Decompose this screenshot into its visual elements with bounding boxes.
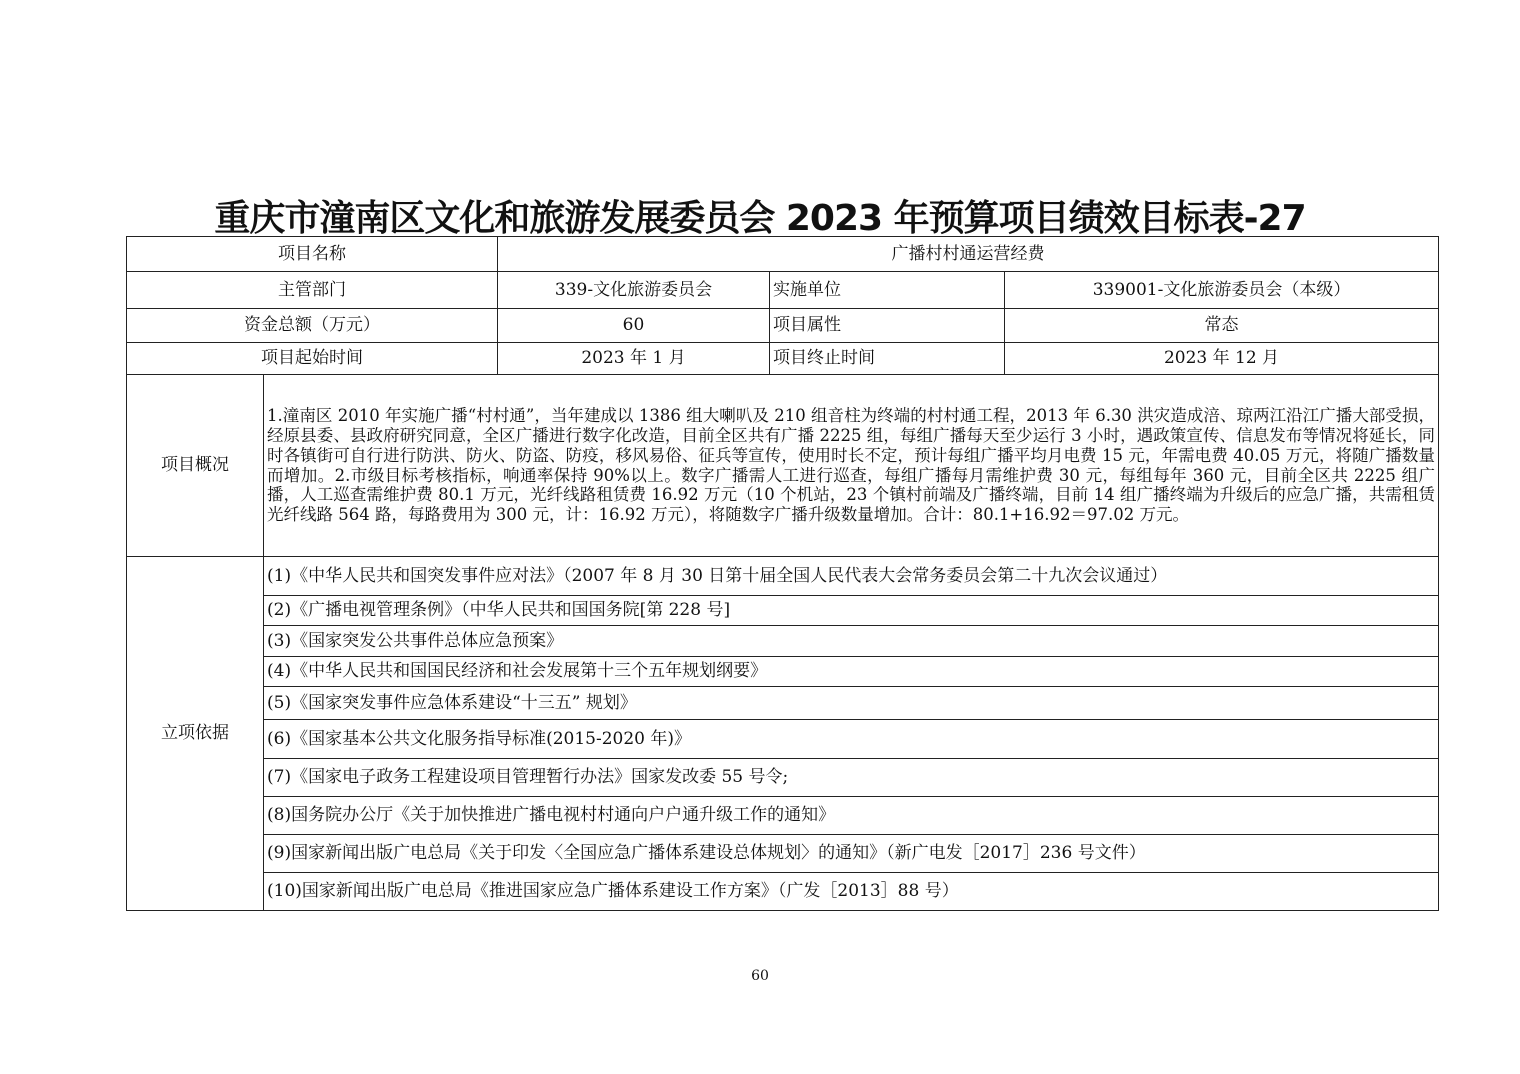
page-number: 60 [751, 968, 769, 984]
start-time-label: 项目起始时间 [127, 343, 498, 375]
basis-row [127, 657, 1439, 687]
row-project-name [127, 237, 1439, 272]
row-department [127, 272, 1439, 309]
implementing-unit-value: 339001-文化旅游委员会（本级） [1005, 272, 1439, 309]
basis-row [127, 557, 1439, 596]
project-name-label: 项目名称 [127, 237, 498, 272]
end-time-value: 2023 年 12 月 [1005, 343, 1439, 375]
basis-item-1: (1)《中华人民共和国突发事件应对法》（2007 年 8 月 30 日第十届全国人民代表大会常务委员会第二十九次会议通过） [264, 557, 1439, 596]
project-attribute-value: 常态 [1005, 309, 1439, 343]
basis-row [127, 759, 1439, 797]
basis-item-7: (7)《国家电子政务工程建设项目管理暂行办法》国家发改委 55 号令; [264, 759, 1439, 797]
page-title: 重庆市潼南区文化和旅游发展委员会 2023 年预算项目绩效目标表-27 [214, 198, 1306, 239]
basis-item-10: (10)国家新闻出版广电总局《推进国家应急广播体系建设工作方案》（广发［2013］88 号） [264, 873, 1439, 911]
basis-item-8: (8)国务院办公厅《关于加快推进广播电视村村通向户户通升级工作的通知》 [264, 797, 1439, 835]
basis-item-4: (4)《中华人民共和国国民经济和社会发展第十三个五年规划纲要》 [264, 657, 1439, 687]
project-attribute-label: 项目属性 [770, 309, 1005, 343]
row-funding [127, 309, 1439, 343]
basis-item-9: (9)国家新闻出版广电总局《关于印发〈全国应急广播体系建设总体规划〉的通知》（新广电发［2017］236 号文件） [264, 835, 1439, 873]
basis-row [127, 797, 1439, 835]
basis-row [127, 596, 1439, 626]
row-period [127, 343, 1439, 375]
implementing-unit-label: 实施单位 [770, 272, 1005, 309]
basis-row [127, 626, 1439, 657]
basis-item-3: (3)《国家突发公共事件总体应急预案》 [264, 626, 1439, 657]
start-time-value: 2023 年 1 月 [498, 343, 770, 375]
basis-row [127, 835, 1439, 873]
department-value: 339-文化旅游委员会 [498, 272, 770, 309]
row-overview [127, 375, 1439, 557]
overview-label: 项目概况 [127, 375, 264, 557]
basis-row [127, 720, 1439, 759]
basis-item-5: (5)《国家突发事件应急体系建设“十三五” 规划》 [264, 687, 1439, 720]
department-label: 主管部门 [127, 272, 498, 309]
funding-label: 资金总额（万元） [127, 309, 498, 343]
basis-row [127, 873, 1439, 911]
project-name-value: 广播村村通运营经费 [498, 237, 1439, 272]
end-time-label: 项目终止时间 [770, 343, 1005, 375]
funding-value: 60 [498, 309, 770, 343]
basis-label: 立项依据 [127, 557, 264, 911]
basis-item-6: (6)《国家基本公共文化服务指导标准(2015-2020 年)》 [264, 720, 1439, 759]
basis-item-2: (2)《广播电视管理条例》（中华人民共和国国务院[第 228 号] [264, 596, 1439, 626]
basis-row [127, 687, 1439, 720]
overview-text: 1.潼南区 2010 年实施广播“村村通”，当年建成以 1386 组大喇叭及 210 组音柱为终端的村村通工程，2013 年 6.30 洪灾造成涪、琼两江沿江广播大部受损，经原县委、县政府研究同意，全区广播进行数字化改造，目前全区共有广播 2225 组，每组广播每天至少运行 3 小时，遇政策宣传、信息发布等情况将延长，同时各镇街可自行进行防洪、防火、防盗、防疫，移风易俗、征兵等宣传，使用时长不定，预计每组广播平均月电费 15 元，年需电费 40.05 万元，将随广播数量而增加。2.市级目标考核指标，响通率保持 90%以上。数字广播需人工进行巡查，每组广播每月需维护费 30 元，每组每年 360 元，目前全区共 2225 组广播，人工巡查需维护费 80.1 万元，光纤线路租赁费 16.92 万元（10 个机站，23 个镇村前端及广播终端，目前 14 组广播终端为升级后的应急广播，共需租赁光纤线路 564 路，每路费用为 300 元，计：16.92 万元），将随数字广播升级数量增加。合计：80.1+16.92＝97.02 万元。 [264, 375, 1439, 557]
performance-target-table [126, 236, 1439, 911]
